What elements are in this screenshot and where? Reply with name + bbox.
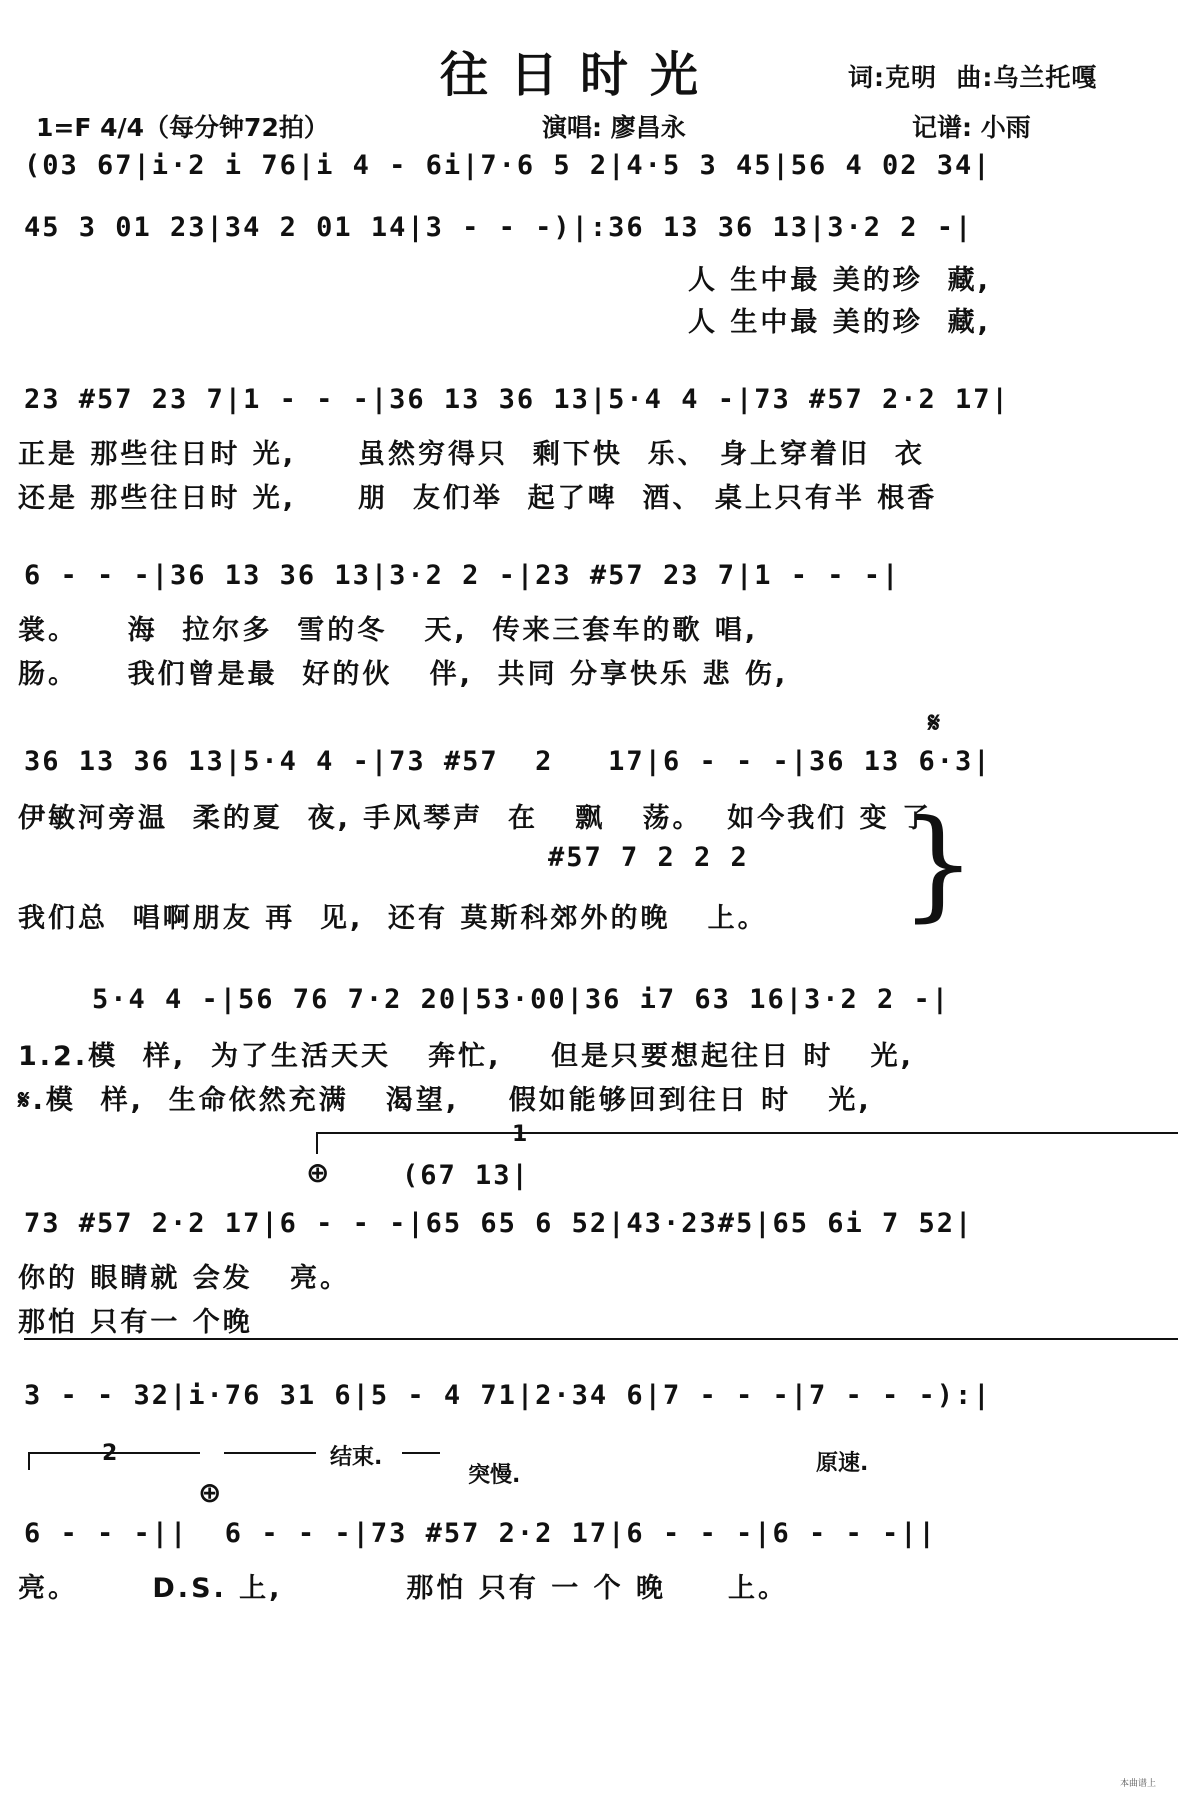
lyric-row-6-verse-2: 𝄋.模 样, 生命依然充满 渴望, 假如能够回到往日 时 光, — [18, 1085, 872, 1116]
alternate-notes: #57 7 2 2 2 — [548, 842, 749, 873]
first-ending-hook — [316, 1132, 318, 1154]
lyric-row-7-verse-2: 那怕 只有一 个晚 — [18, 1307, 253, 1338]
song-title: 往日时光 — [440, 47, 721, 103]
segno-sign: 𝄋 — [928, 706, 941, 739]
notation-row-9: 6 - - -|| 6 - - -|73 #57 2·2 17|6 - - -|6 - - -|| — [24, 1518, 937, 1549]
notation-row-4: 6 - - -|36 13 36 13|3·2 2 -|23 #57 23 7|1 - - -| — [24, 560, 901, 591]
lyric-row-5-verse-2: 我们总 唱啊朋友 再 见, 还有 莫斯科郊外的晚 上。 — [18, 903, 768, 934]
brace: } — [900, 795, 977, 934]
notation-row-6: 5·4 4 -|56 76 7·2 20|53·00|36 i7 63 16|3·2 2 -| — [92, 984, 951, 1015]
repeat-ending-line — [24, 1338, 1178, 1340]
second-ending-hook — [28, 1452, 30, 1470]
notation-row-1: (03 67|i·2 i 76|i 4 - 6i|7·6 5 2|4·5 3 45|56 4 02 34| — [24, 150, 992, 181]
credits: 词:克明 曲:乌兰托嘎 — [848, 63, 1098, 92]
end-label: 结束. — [330, 1445, 383, 1470]
notation-row-8: 3 - - 32|i·76 31 6|5 - 4 71|2·34 6|7 - - -|7 - - -):| — [24, 1380, 992, 1411]
end-label-line-left — [224, 1452, 316, 1454]
notation-row-2: 45 3 01 23|34 2 01 14|3 - - -)|:36 13 36 13|3·2 2 -| — [24, 212, 974, 243]
notation-row-7: 73 #57 2·2 17|6 - - -|65 65 6 52|43·23#5|65 6i 7 52| — [24, 1208, 974, 1239]
pickup-notes: (67 13| — [402, 1160, 530, 1191]
lyric-row-9: 亮。 D.S. 上, 那怕 只有 一 个 晚 上。 — [18, 1573, 789, 1604]
first-ending-line — [316, 1132, 1178, 1134]
singer: 演唱: 廖昌永 — [542, 113, 686, 142]
lyric-row-3-verse-2: 还是 那些往日时 光, 朋 友们举 起了啤 酒、 桌上只有半 根香 — [18, 483, 938, 514]
footer-watermark: 本曲谱上 — [1120, 1779, 1157, 1789]
notation-row-5: 36 13 36 13|5·4 4 -|73 #57 2 17|6 - - -|36 13 6·3| — [24, 746, 992, 777]
lyric-row-5-verse-1: 伊敏河旁温 柔的夏 夜, 手风琴声 在 飘 荡。 如今我们 变 了 — [18, 803, 933, 834]
lyric-row-6-verse-1: 1.2.模 样, 为了生活天天 奔忙, 但是只要想起往日 时 光, — [18, 1041, 914, 1072]
lyric-row-7-verse-1: 你的 眼睛就 会发 亮。 — [18, 1263, 350, 1294]
original-tempo-marking: 原速. — [816, 1451, 869, 1476]
notation-row-3: 23 #57 23 7|1 - - -|36 13 36 13|5·4 4 -|73 #57 2·2 17| — [24, 384, 1010, 415]
slow-marking: 突慢. — [468, 1463, 521, 1488]
lyric-row-3-verse-1: 正是 那些往日时 光, 虽然穷得只 剩下快 乐、 身上穿着旧 衣 — [18, 439, 925, 470]
end-label-line-right — [402, 1452, 440, 1454]
second-ending-number: 2 — [102, 1441, 118, 1466]
lyric-row-2-verse-1: 人 生中最 美的珍 藏, — [688, 265, 991, 296]
coda-sign: ⊕ — [306, 1156, 330, 1189]
transcriber: 记谱: 小雨 — [912, 113, 1031, 142]
lyric-row-4-verse-2: 肠。 我们曾是最 好的伙 伴, 共同 分享快乐 悲 伤, — [18, 659, 789, 690]
coda-sign-2: ⊕ — [198, 1476, 222, 1509]
lyric-row-4-verse-1: 裳。 海 拉尔多 雪的冬 天, 传来三套车的歌 唱, — [18, 615, 759, 646]
first-ending-number: 1 — [512, 1122, 528, 1147]
lyric-row-2-verse-2: 人 生中最 美的珍 藏, — [688, 307, 991, 338]
key-tempo: 1=F 4/4（每分钟72拍） — [36, 113, 329, 142]
